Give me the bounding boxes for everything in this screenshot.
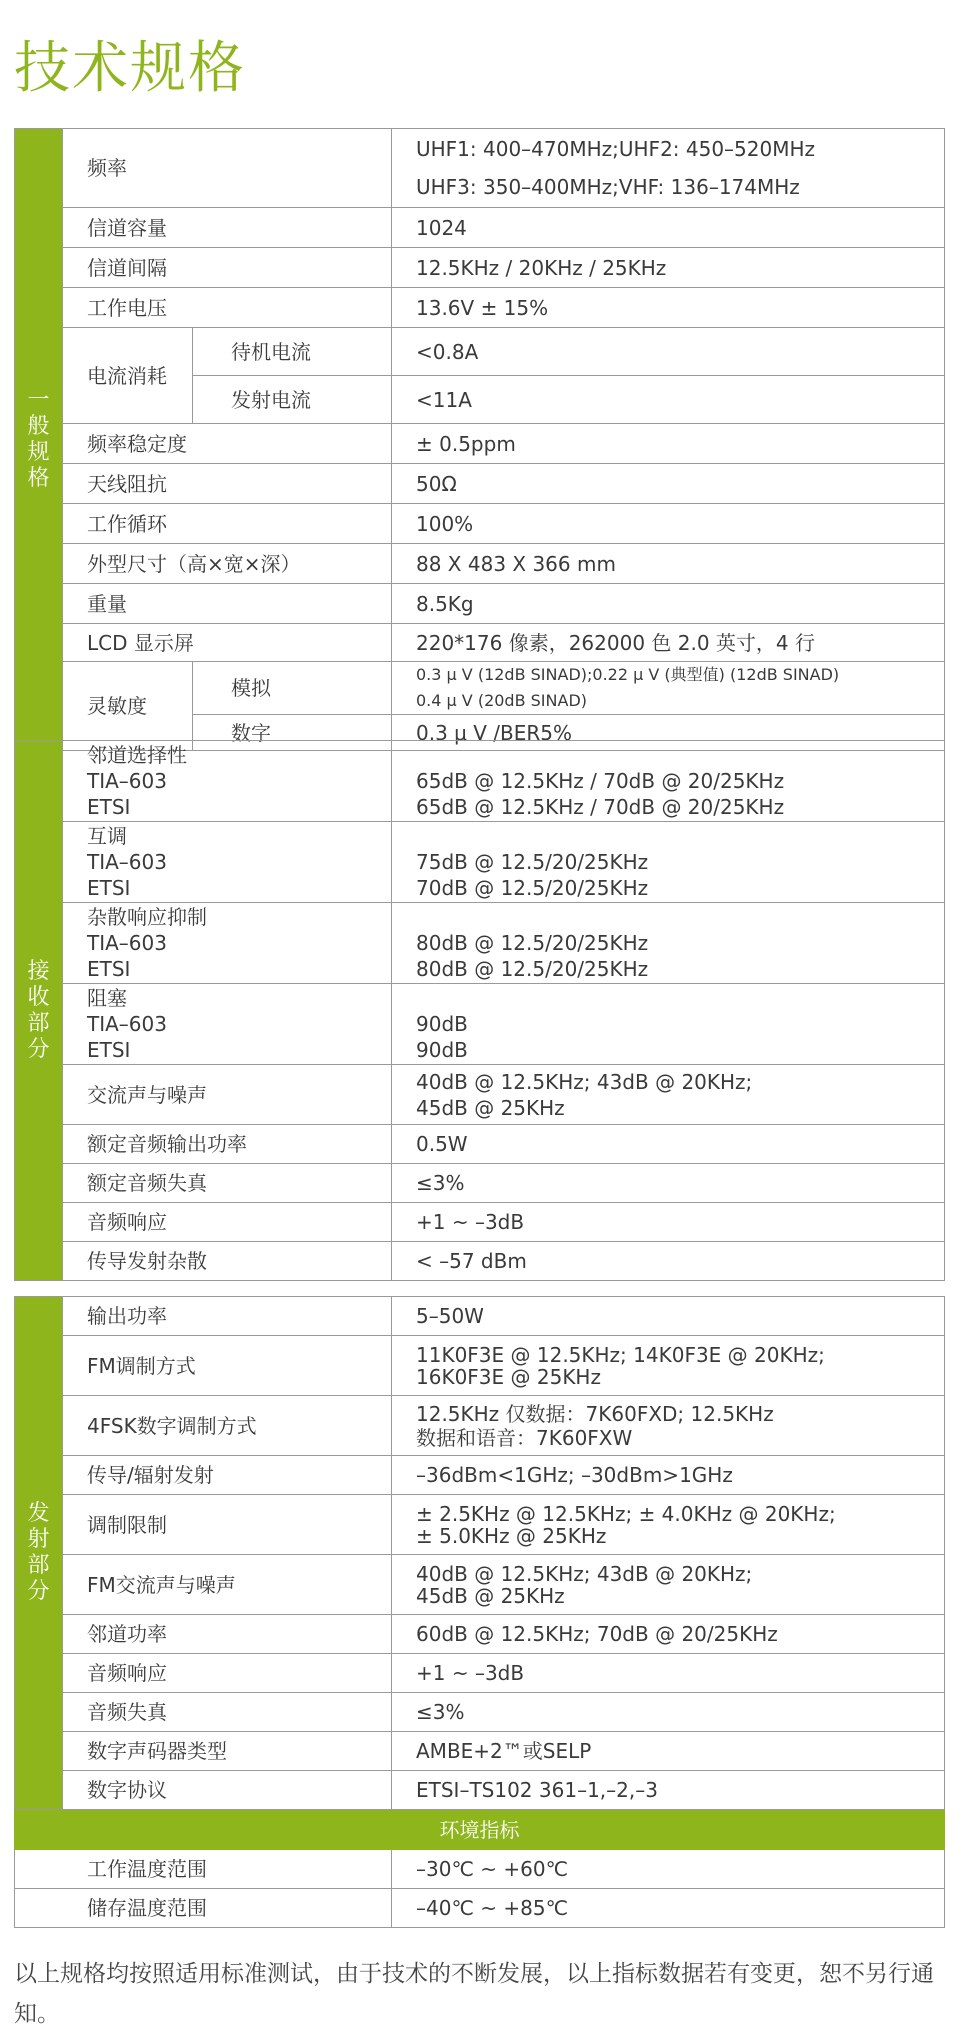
spec-value: +1 ~ –3dB [392,1203,945,1242]
spec-label: 重量 [63,584,392,624]
spec-table-receive [14,740,945,1281]
page-title: 技术规格 [14,36,246,101]
digital-label: 数字 [193,715,392,751]
environment-header: 环境指标 [15,1810,945,1850]
section-general: 一般规格 [15,129,63,751]
spec-value: AMBE+2™或SELP [392,1732,945,1771]
spec-label: 音频响应 [63,1654,392,1693]
spec-label: 数字协议 [63,1771,392,1810]
block-value: 65dB @ 12.5KHz / 70dB @ 20/25KHz 65dB @ 12.5KHz / 70dB @ 20/25KHz [392,741,945,822]
hum-value: 40dB @ 12.5KHz; 43dB @ 20KHz; 45dB @ 25KHz [392,1065,945,1125]
spec-value: –36dBm<1GHz; –30dBm>1GHz [392,1456,945,1495]
block-label: 杂散响应抑制 TIA–603 ETSI [63,903,392,984]
spec-value: 1024 [392,208,945,248]
footnote: 以上规格均按照适用标准测试，由于技术的不断发展，以上指标数据若有变更，恕不另行通知。 [14,1961,934,2027]
spec-label: 频率稳定度 [63,424,392,464]
spec-value: < –57 dBm [392,1242,945,1281]
spec-label: 音频响应 [63,1203,392,1242]
env-value: –30℃ ~ +60℃ [392,1850,945,1889]
block-value: 90dB 90dB [392,984,945,1065]
spec-value: 50Ω [392,464,945,504]
current-label: 电流消耗 [63,328,193,424]
spec-label: 天线阻抗 [63,464,392,504]
section-receive: 接收部分 [15,741,63,1281]
block-label: 互调 TIA–603 ETSI [63,822,392,903]
freq-label: 频率 [63,129,392,208]
spec-label: FM交流声与噪声 [63,1555,392,1615]
spec-label: 传导/辐射发射 [63,1456,392,1495]
spec-label: 工作循环 [63,504,392,544]
spec-label: 输出功率 [63,1297,392,1336]
standby-value: <0.8A [392,328,945,376]
analog-label: 模拟 [193,662,392,715]
spec-value: 12.5KHz / 20KHz / 25KHz [392,248,945,288]
spec-value: 0.5W [392,1125,945,1164]
block-value: 75dB @ 12.5/20/25KHz 70dB @ 12.5/20/25KHz [392,822,945,903]
spec-label: 传导发射杂散 [63,1242,392,1281]
spec-value: 5–50W [392,1297,945,1336]
spec-value: ± 2.5KHz @ 12.5KHz; ± 4.0KHz @ 20KHz; ± 5.0KHz @ 25KHz [392,1495,945,1555]
block-value: 80dB @ 12.5/20/25KHz 80dB @ 12.5/20/25KHz [392,903,945,984]
block-label: 阻塞 TIA–603 ETSI [63,984,392,1065]
block-label: 邻道选择性 TIA–603 ETSI [63,741,392,822]
spec-label: 邻道功率 [63,1615,392,1654]
section-transmit: 发射部分 [15,1297,63,1810]
env-label: 储存温度范围 [15,1889,392,1928]
spec-label: LCD 显示屏 [63,624,392,662]
spec-value: 8.5Kg [392,584,945,624]
spec-value: 88 X 483 X 366 mm [392,544,945,584]
spec-value: 220*176 像素，262000 色 2.0 英寸，4 行 [392,624,945,662]
spec-value: 100% [392,504,945,544]
spec-label: 外型尺寸（高×宽×深） [63,544,392,584]
hum-label: 交流声与噪声 [63,1065,392,1125]
spec-table-general-receive [14,128,945,751]
standby-label: 待机电流 [193,328,392,376]
env-value: –40℃ ~ +85℃ [392,1889,945,1928]
spec-label: 音频失真 [63,1693,392,1732]
spec-value: 13.6V ± 15% [392,288,945,328]
spec-value: 11K0F3E @ 12.5KHz; 14K0F3E @ 20KHz; 16K0F3E @ 25KHz [392,1336,945,1396]
analog-value: 0.3 μ V (12dB SINAD);0.22 μ V (典型值) (12dB SINAD) 0.4 μ V (20dB SINAD) [392,662,945,715]
spec-value: 12.5KHz 仅数据：7K60FXD; 12.5KHz 数据和语音：7K60FXW [392,1396,945,1456]
spec-value: 40dB @ 12.5KHz; 43dB @ 20KHz; 45dB @ 25KHz [392,1555,945,1615]
spec-value: ETSI–TS102 361–1,–2,–3 [392,1771,945,1810]
digital-value: 0.3 μ V /BER5% [392,715,945,751]
spec-label: FM调制方式 [63,1336,392,1396]
spec-label: 工作电压 [63,288,392,328]
spec-label: 额定音频输出功率 [63,1125,392,1164]
spec-value: ± 0.5ppm [392,424,945,464]
spec-value: 60dB @ 12.5KHz; 70dB @ 20/25KHz [392,1615,945,1654]
spec-label: 调制限制 [63,1495,392,1555]
spec-value: ≤3% [392,1164,945,1203]
spec-value: +1 ~ –3dB [392,1654,945,1693]
transmit-current-value: <11A [392,376,945,424]
spec-table-transmit-environment [14,1296,945,1928]
spec-label: 信道间隔 [63,248,392,288]
sensitivity-label: 灵敏度 [63,662,193,751]
spec-value: ≤3% [392,1693,945,1732]
spec-label: 额定音频失真 [63,1164,392,1203]
env-label: 工作温度范围 [15,1850,392,1889]
spec-label: 4FSK数字调制方式 [63,1396,392,1456]
freq-value: UHF1: 400–470MHz;UHF2: 450–520MHz UHF3: 350–400MHz;VHF: 136–174MHz [392,129,945,208]
spec-label: 信道容量 [63,208,392,248]
transmit-current-label: 发射电流 [193,376,392,424]
spec-label: 数字声码器类型 [63,1732,392,1771]
